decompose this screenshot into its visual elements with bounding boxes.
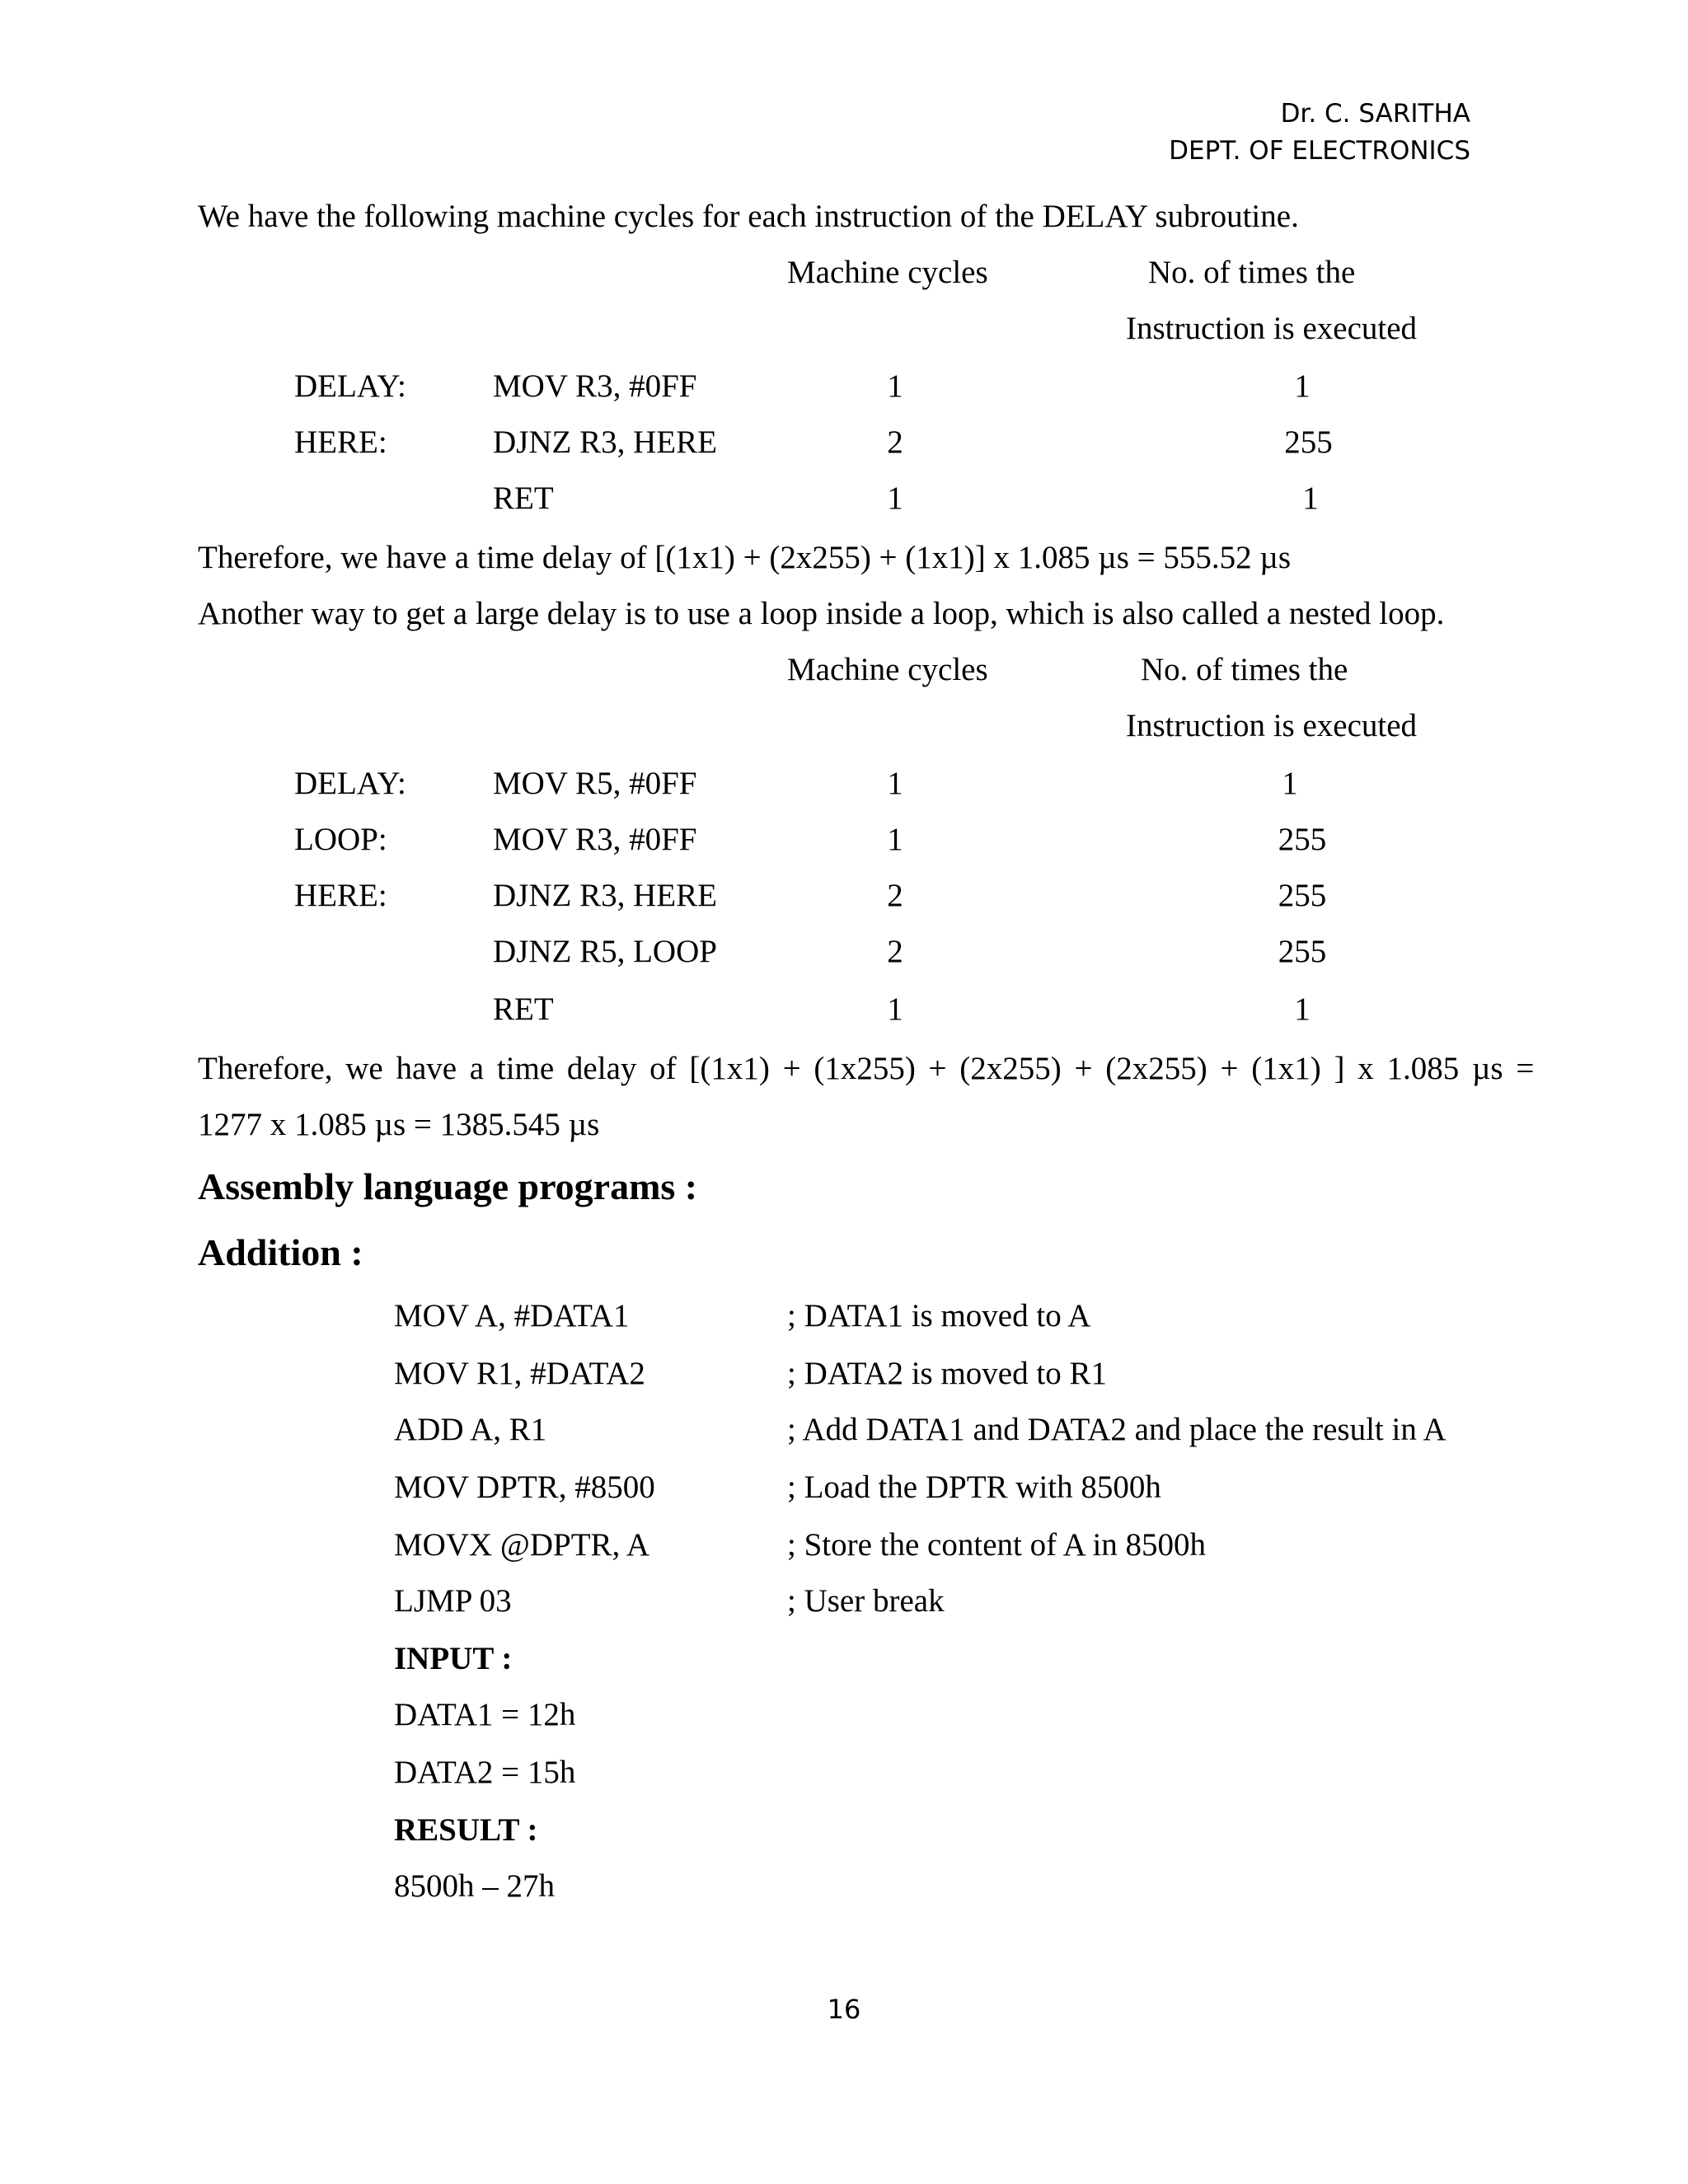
program-line2-comment: ; DATA2 is moved to R1 [787, 1356, 1107, 1391]
table2-row3-cycles: 2 [887, 878, 903, 913]
table1-row1-label: DELAY: [294, 368, 406, 404]
nested-loop-intro: Another way to get a large delay is to use a loop inside a loop, which is also called a nested loop. [198, 596, 1445, 631]
program-line1-comment: ; DATA1 is moved to A [787, 1298, 1091, 1333]
table2-row3-instruction: DJNZ R3, HERE [493, 878, 717, 913]
program-line6-comment: ; User break [787, 1583, 945, 1619]
input-data2: DATA2 = 15h [394, 1755, 576, 1790]
table2-row5-instruction: RET [493, 991, 554, 1027]
result-value: 8500h – 27h [394, 1868, 555, 1904]
table2-row2-instruction: MOV R3, #0FF [493, 822, 697, 857]
program-line4-code: MOV DPTR, #8500 [394, 1469, 655, 1505]
table2-row1-times: 1 [1282, 766, 1298, 801]
table2-row5-cycles: 1 [887, 991, 903, 1027]
table1-row1-cycles: 1 [887, 368, 903, 404]
delay-calculation-2-line1: Therefore, we have a time delay of [(1x1) + (1x255) + (2x255) + (2x255) + (1x1) ] x 1.085 µs = [198, 1051, 1535, 1086]
table2-row4-cycles: 2 [887, 934, 903, 969]
input-data1: DATA1 = 12h [394, 1697, 576, 1732]
page-number: 16 [827, 1994, 861, 2025]
table2-header-times-line1: No. of times the [1141, 652, 1348, 687]
table2-header-times-line2: Instruction is executed [1126, 708, 1418, 743]
table1-header-times-line2: Instruction is executed [1126, 311, 1418, 346]
program-line3-comment: ; Add DATA1 and DATA2 and place the result in A [787, 1412, 1447, 1447]
table1-header-machine-cycles: Machine cycles [787, 255, 988, 290]
table2-row1-instruction: MOV R5, #0FF [493, 766, 697, 801]
table2-row3-label: HERE: [294, 878, 387, 913]
table1-row3-times: 1 [1302, 480, 1319, 516]
program-line6-code: LJMP 03 [394, 1583, 512, 1619]
program-line3-code: ADD A, R1 [394, 1412, 547, 1447]
table2-row2-cycles: 1 [887, 822, 903, 857]
table2-row2-label: LOOP: [294, 822, 387, 857]
heading-addition: Addition : [198, 1231, 363, 1273]
header-author: Dr. C. SARITHA [1280, 99, 1470, 129]
table2-header-machine-cycles: Machine cycles [787, 652, 988, 687]
table2-row3-times: 255 [1278, 878, 1327, 913]
table1-row2-times: 255 [1284, 424, 1333, 460]
program-line1-code: MOV A, #DATA1 [394, 1298, 630, 1333]
table2-row1-label: DELAY: [294, 766, 406, 801]
program-line4-comment: ; Load the DPTR with 8500h [787, 1469, 1161, 1505]
table2-row5-times: 1 [1294, 991, 1311, 1027]
table2-row1-cycles: 1 [887, 766, 903, 801]
table1-row2-cycles: 2 [887, 424, 903, 460]
input-label: INPUT : [394, 1641, 513, 1676]
program-line2-code: MOV R1, #DATA2 [394, 1356, 645, 1391]
result-label: RESULT : [394, 1812, 538, 1848]
table1-row1-times: 1 [1294, 368, 1311, 404]
delay-calculation-2-line2: 1277 x 1.085 µs = 1385.545 µs [198, 1107, 600, 1142]
table1-row1-instruction: MOV R3, #0FF [493, 368, 697, 404]
table1-row3-cycles: 1 [887, 480, 903, 516]
intro-text: We have the following machine cycles for each instruction of the DELAY subroutine. [198, 199, 1299, 234]
table2-row4-instruction: DJNZ R5, LOOP [493, 934, 717, 969]
table1-row2-instruction: DJNZ R3, HERE [493, 424, 717, 460]
program-line5-comment: ; Store the content of A in 8500h [787, 1527, 1207, 1563]
table1-row2-label: HERE: [294, 424, 387, 460]
heading-assembly-programs: Assembly language programs : [198, 1165, 698, 1207]
table1-header-times-line1: No. of times the [1148, 255, 1356, 290]
program-line5-code: MOVX @DPTR, A [394, 1527, 650, 1563]
table1-row3-instruction: RET [493, 480, 554, 516]
table2-row2-times: 255 [1278, 822, 1327, 857]
header-department: DEPT. OF ELECTRONICS [1169, 136, 1470, 166]
delay-calculation-1: Therefore, we have a time delay of [(1x1) + (2x255) + (1x1)] x 1.085 µs = 555.52 µs [198, 540, 1292, 575]
table2-row4-times: 255 [1278, 934, 1327, 969]
